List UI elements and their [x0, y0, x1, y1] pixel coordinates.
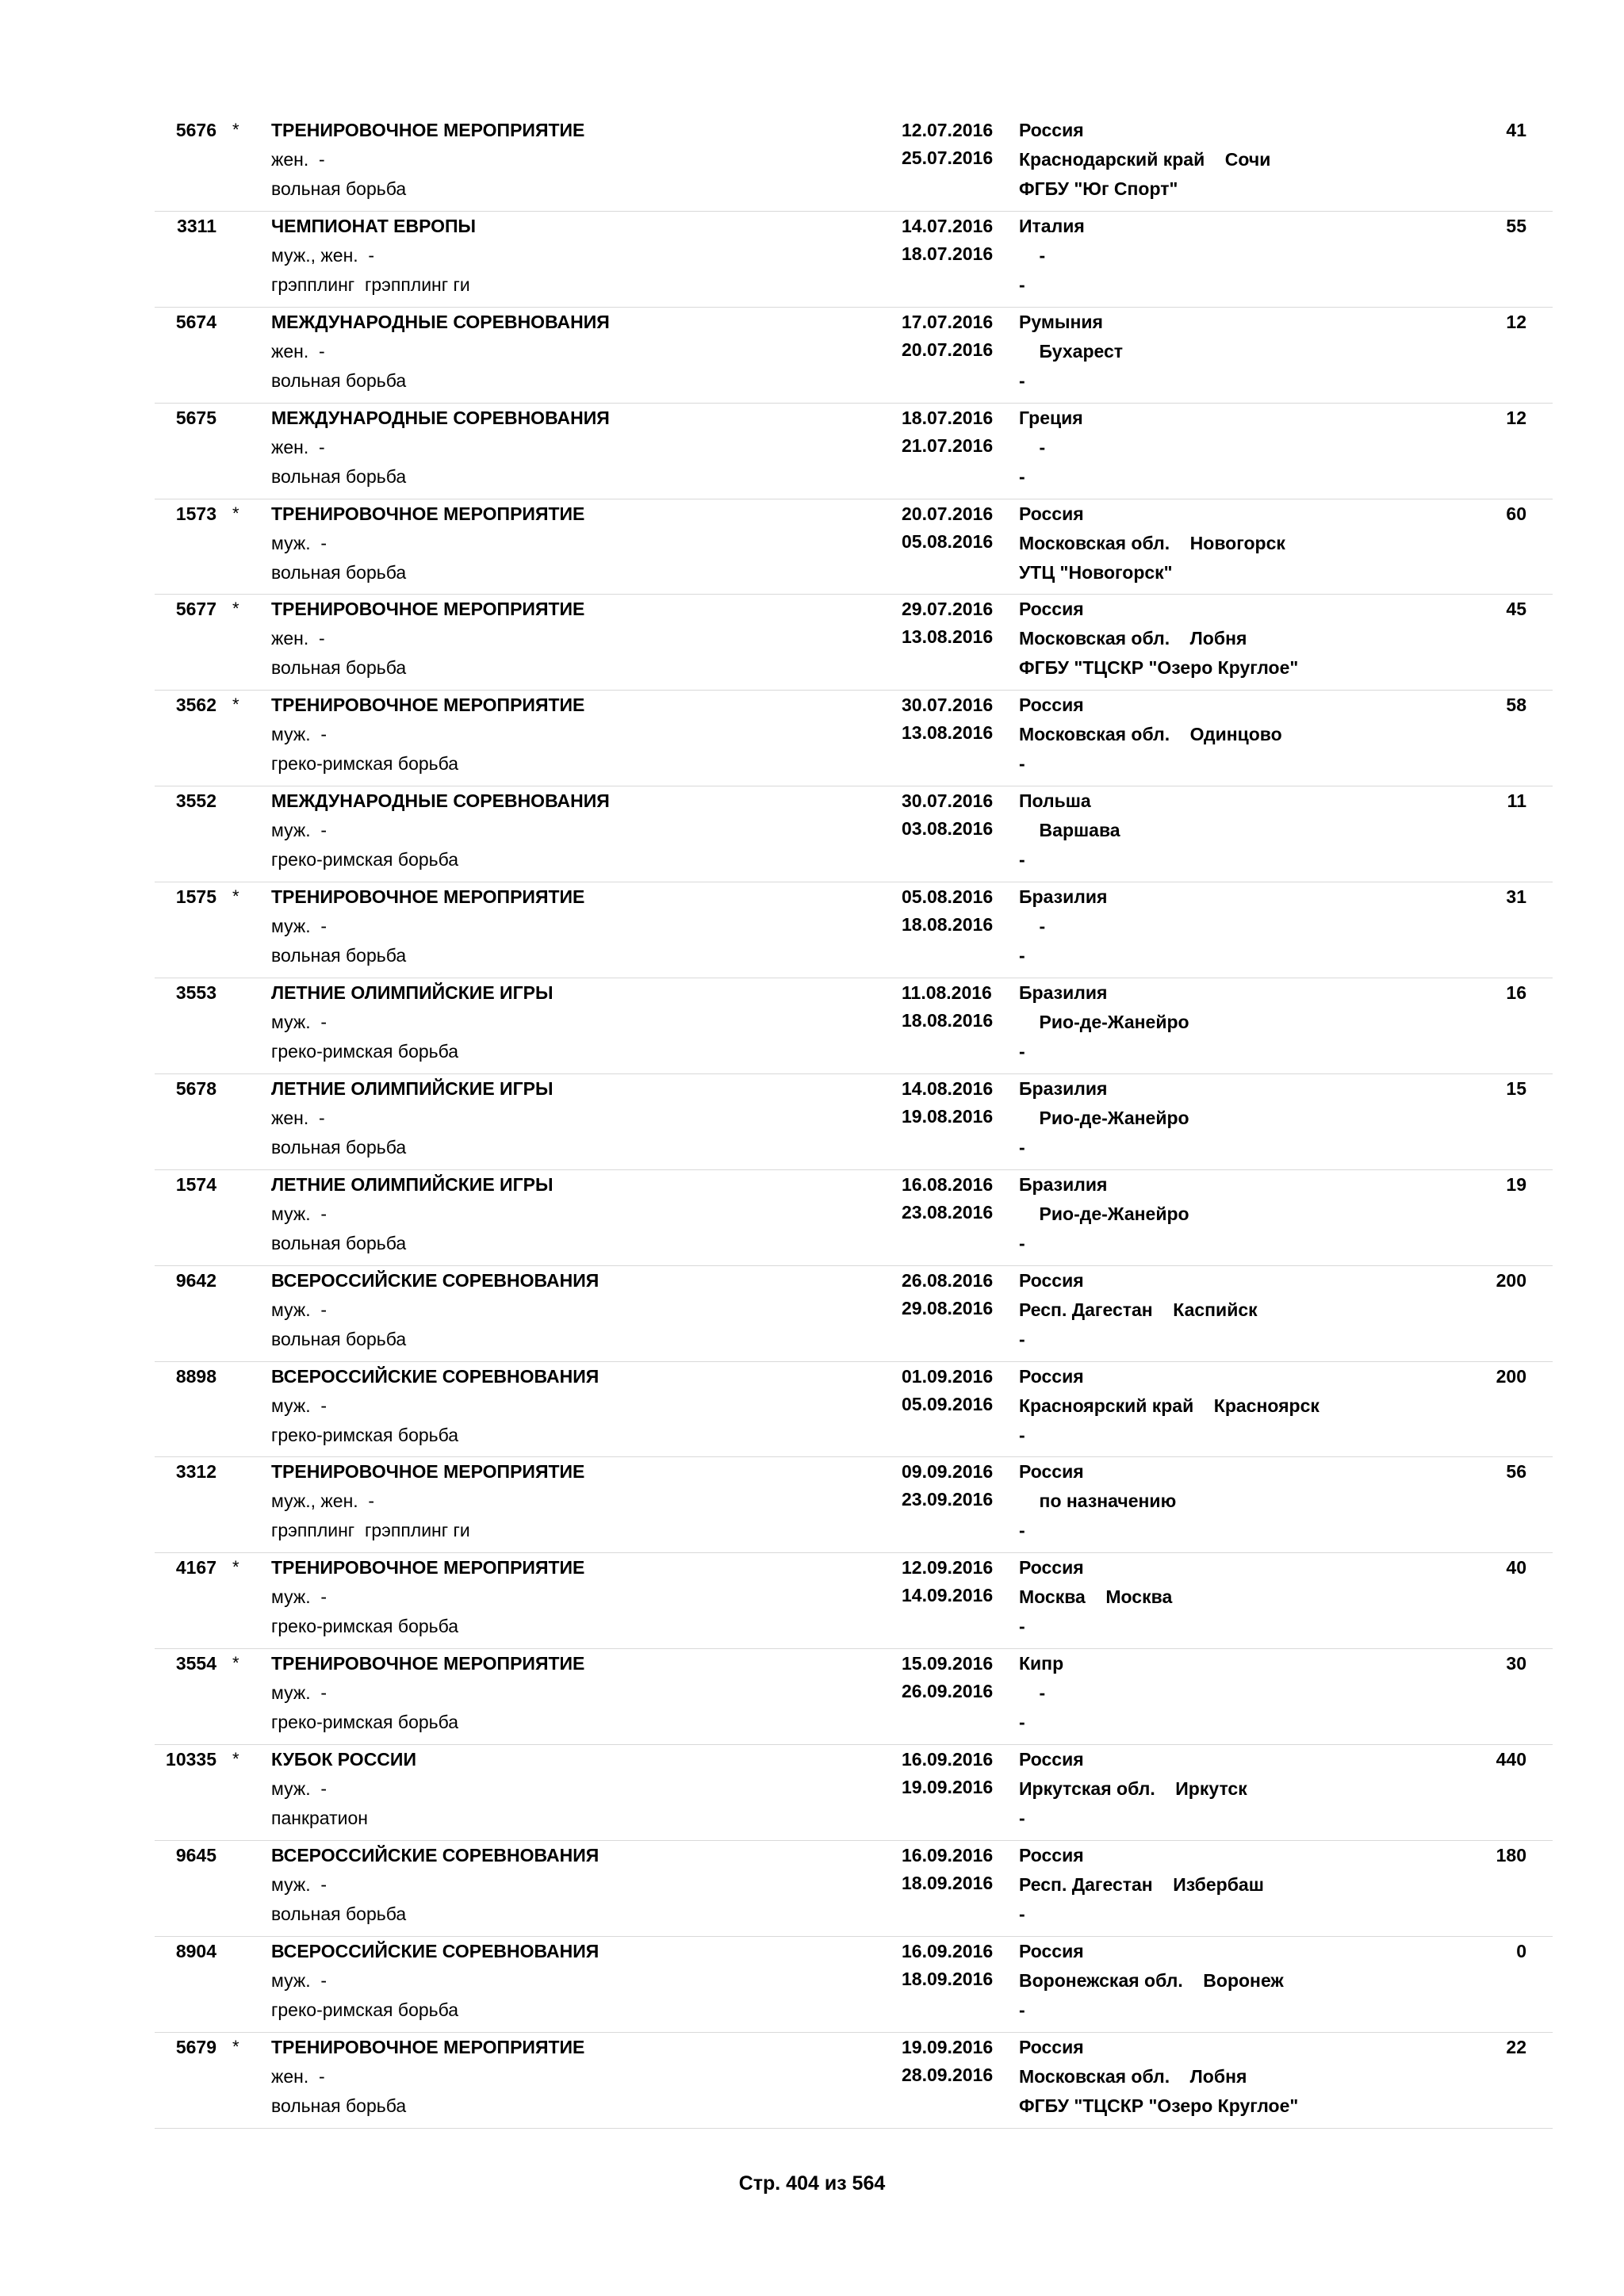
sport-discipline: греко-римская борьба — [271, 1424, 459, 1445]
event-number: 3562 — [175, 695, 216, 716]
location-country: Италия — [1019, 215, 1085, 236]
event-title: ВСЕРОССИЙСКИЕ СОРЕВНОВАНИЯ — [271, 1940, 599, 1961]
location-region-city: Московская обл. Одинцово — [1019, 724, 1282, 745]
event-number: 9642 — [175, 1269, 216, 1291]
sport-discipline: вольная борьба — [271, 1136, 407, 1158]
sport-discipline: вольная борьба — [271, 945, 407, 966]
location-venue: - — [1019, 753, 1025, 775]
mark-asterisk: * — [232, 2036, 239, 2057]
start-date: 09.09.2016 — [902, 1461, 994, 1483]
participant-count: 19 — [1506, 1173, 1526, 1195]
start-date: 29.07.2016 — [902, 599, 994, 620]
gender-category: жен. - — [271, 2065, 325, 2087]
event-number: 1573 — [175, 503, 216, 524]
mark-asterisk: * — [232, 599, 239, 619]
participant-count: 0 — [1516, 1940, 1526, 1961]
sport-discipline: вольная борьба — [271, 2095, 407, 2116]
event-number: 3312 — [175, 1461, 216, 1483]
location-region-city: Воронежская обл. Воронеж — [1019, 1969, 1284, 1991]
sport-discipline: грэпплинг грэпплинг ги — [271, 274, 470, 295]
event-title: ТРЕНИРОВОЧНОЕ МЕРОПРИЯТИЕ — [271, 1461, 585, 1483]
location-country: Румыния — [1019, 311, 1103, 332]
location-country: Россия — [1019, 1749, 1084, 1770]
event-number: 3311 — [177, 215, 216, 236]
end-date: 26.09.2016 — [902, 1681, 994, 1702]
participant-count: 22 — [1506, 2036, 1526, 2057]
end-date: 18.08.2016 — [902, 1010, 994, 1031]
location-region-city: - — [1019, 436, 1046, 457]
event-title: ТРЕНИРОВОЧНОЕ МЕРОПРИЯТИЕ — [271, 2036, 585, 2057]
page-footer: Стр. 404 из 564 — [738, 2172, 886, 2195]
table-row — [155, 212, 1553, 308]
location-region-city: Рио-де-Жанейро — [1019, 1107, 1189, 1128]
location-country: Россия — [1019, 599, 1084, 620]
location-region-city: Рио-де-Жанейро — [1019, 1203, 1189, 1224]
end-date: 21.07.2016 — [902, 434, 994, 456]
sport-discipline: вольная борьба — [271, 1232, 407, 1253]
gender-category: жен. - — [271, 628, 325, 649]
mark-asterisk: * — [232, 120, 239, 140]
end-date: 28.09.2016 — [902, 2064, 994, 2085]
location-country: Бразилия — [1019, 982, 1108, 1004]
end-date: 18.07.2016 — [902, 243, 994, 264]
event-number: 10335 — [166, 1749, 216, 1770]
event-title: ВСЕРОССИЙСКИЕ СОРЕВНОВАНИЯ — [271, 1365, 599, 1387]
event-title: ТРЕНИРОВОЧНОЕ МЕРОПРИЯТИЕ — [271, 120, 585, 140]
location-region-city: по назначению — [1019, 1490, 1177, 1512]
event-number: 5678 — [175, 1077, 216, 1099]
location-venue: УТЦ "Новогорск" — [1019, 561, 1173, 583]
location-venue: ФГБУ "ТЦСКР "Озеро Круглое" — [1019, 2095, 1299, 2116]
gender-category: муж. - — [271, 1682, 327, 1704]
table-row — [155, 1266, 1553, 1362]
participant-count: 12 — [1506, 407, 1526, 428]
table-row — [155, 1745, 1553, 1841]
location-region-city: Рио-де-Жанейро — [1019, 1012, 1189, 1033]
gender-category: муж. - — [271, 916, 327, 937]
table-row — [155, 404, 1553, 499]
participant-count: 31 — [1506, 886, 1526, 908]
sport-discipline: вольная борьба — [271, 561, 407, 583]
location-country: Кипр — [1019, 1653, 1064, 1674]
location-venue: - — [1019, 849, 1025, 871]
table-row — [155, 978, 1553, 1074]
event-title: ЧЕМПИОНАТ ЕВРОПЫ — [271, 215, 477, 236]
event-title: ЛЕТНИЕ ОЛИМПИЙСКИЕ ИГРЫ — [271, 1077, 553, 1099]
table-row — [155, 1937, 1553, 2033]
location-venue: - — [1019, 369, 1025, 391]
location-region-city: Москва Москва — [1019, 1586, 1173, 1608]
participant-count: 55 — [1506, 215, 1526, 236]
sport-discipline: греко-римская борьба — [271, 1712, 459, 1733]
table-row — [155, 1841, 1553, 1937]
end-date: 23.09.2016 — [902, 1489, 994, 1510]
gender-category: муж. - — [271, 724, 327, 745]
sport-discipline: панкратион — [271, 1808, 368, 1829]
gender-category: муж. - — [271, 1874, 327, 1896]
table-row — [155, 1553, 1553, 1649]
event-title: ТРЕНИРОВОЧНОЕ МЕРОПРИЯТИЕ — [271, 886, 585, 908]
start-date: 26.08.2016 — [902, 1269, 994, 1291]
location-country: Бразилия — [1019, 1077, 1108, 1099]
event-title: КУБОК РОССИИ — [271, 1749, 416, 1770]
location-country: Россия — [1019, 1940, 1084, 1961]
event-number: 5677 — [175, 599, 216, 620]
table-row — [155, 1649, 1553, 1745]
end-date: 23.08.2016 — [902, 1201, 994, 1223]
sport-discipline: греко-римская борьба — [271, 1041, 459, 1062]
location-venue: - — [1019, 1136, 1025, 1158]
participant-count: 40 — [1506, 1557, 1526, 1578]
events-table — [0, 116, 1624, 2129]
start-date: 30.07.2016 — [902, 695, 994, 716]
end-date: 05.09.2016 — [902, 1393, 994, 1414]
participant-count: 56 — [1506, 1461, 1526, 1483]
location-venue: - — [1019, 1808, 1025, 1829]
participant-count: 30 — [1506, 1653, 1526, 1674]
start-date: 17.07.2016 — [902, 311, 994, 332]
start-date: 16.09.2016 — [902, 1845, 994, 1866]
table-row — [155, 1457, 1553, 1553]
participant-count: 60 — [1506, 503, 1526, 524]
location-region-city: Варшава — [1019, 820, 1120, 841]
location-venue: ФГБУ "Юг Спорт" — [1019, 178, 1178, 199]
end-date: 19.08.2016 — [902, 1105, 994, 1127]
end-date: 18.08.2016 — [902, 914, 994, 936]
location-venue: - — [1019, 1328, 1025, 1349]
participant-count: 11 — [1507, 790, 1526, 812]
start-date: 20.07.2016 — [902, 503, 994, 524]
location-region-city: Московская обл. Лобня — [1019, 2065, 1247, 2087]
location-region-city: Иркутская обл. Иркутск — [1019, 1778, 1247, 1800]
gender-category: муж. - — [271, 1299, 327, 1320]
event-title: ВСЕРОССИЙСКИЕ СОРЕВНОВАНИЯ — [271, 1845, 599, 1866]
end-date: 25.07.2016 — [902, 147, 994, 168]
end-date: 13.08.2016 — [902, 722, 994, 744]
event-title: МЕЖДУНАРОДНЫЕ СОРЕВНОВАНИЯ — [271, 407, 610, 428]
location-country: Бразилия — [1019, 886, 1108, 908]
sport-discipline: вольная борьба — [271, 369, 407, 391]
participant-count: 200 — [1496, 1269, 1526, 1291]
location-region-city: Респ. Дагестан Каспийск — [1019, 1299, 1258, 1320]
mark-asterisk: * — [232, 1749, 239, 1770]
table-row — [155, 2033, 1553, 2129]
participant-count: 16 — [1506, 982, 1526, 1004]
gender-category: муж. - — [271, 1969, 327, 1991]
event-number: 8898 — [175, 1365, 216, 1387]
event-title: ТРЕНИРОВОЧНОЕ МЕРОПРИЯТИЕ — [271, 695, 585, 716]
start-date: 16.09.2016 — [902, 1940, 994, 1961]
end-date: 05.08.2016 — [902, 530, 994, 552]
gender-category: муж. - — [271, 1586, 327, 1608]
event-title: ВСЕРОССИЙСКИЕ СОРЕВНОВАНИЯ — [271, 1269, 599, 1291]
event-title: МЕЖДУНАРОДНЫЕ СОРЕВНОВАНИЯ — [271, 311, 610, 332]
event-title: МЕЖДУНАРОДНЫЕ СОРЕВНОВАНИЯ — [271, 790, 610, 812]
gender-category: жен. - — [271, 436, 325, 457]
gender-category: муж. - — [271, 820, 327, 841]
location-region-city: - — [1019, 916, 1046, 937]
sport-discipline: вольная борьба — [271, 1328, 407, 1349]
event-number: 4167 — [175, 1557, 216, 1578]
location-venue: - — [1019, 1520, 1025, 1541]
gender-category: муж. - — [271, 1203, 327, 1224]
start-date: 12.07.2016 — [902, 120, 994, 140]
mark-asterisk: * — [232, 1557, 239, 1578]
start-date: 16.08.2016 — [902, 1173, 994, 1195]
location-venue: - — [1019, 465, 1025, 487]
participant-count: 45 — [1506, 599, 1526, 620]
participant-count: 15 — [1506, 1077, 1526, 1099]
event-title: ТРЕНИРОВОЧНОЕ МЕРОПРИЯТИЕ — [271, 599, 585, 620]
gender-category: муж. - — [271, 532, 327, 553]
gender-category: муж., жен. - — [271, 244, 375, 266]
event-title: ТРЕНИРОВОЧНОЕ МЕРОПРИЯТИЕ — [271, 1653, 585, 1674]
start-date: 30.07.2016 — [902, 790, 994, 812]
table-row — [155, 691, 1553, 786]
location-venue: - — [1019, 1424, 1025, 1445]
event-number: 3554 — [175, 1653, 216, 1674]
location-region-city: Московская обл. Лобня — [1019, 628, 1247, 649]
event-title: ЛЕТНИЕ ОЛИМПИЙСКИЕ ИГРЫ — [271, 982, 553, 1004]
gender-category: муж. - — [271, 1012, 327, 1033]
start-date: 01.09.2016 — [902, 1365, 994, 1387]
start-date: 14.07.2016 — [902, 215, 994, 236]
event-number: 3552 — [175, 790, 216, 812]
event-title: ТРЕНИРОВОЧНОЕ МЕРОПРИЯТИЕ — [271, 503, 585, 524]
participant-count: 180 — [1496, 1845, 1526, 1866]
location-region-city: Краснодарский край Сочи — [1019, 149, 1271, 170]
location-country: Россия — [1019, 695, 1084, 716]
gender-category: жен. - — [271, 149, 325, 170]
location-venue: - — [1019, 1999, 1025, 2020]
gender-category: муж., жен. - — [271, 1490, 375, 1512]
location-venue: - — [1019, 1232, 1025, 1253]
location-venue: ФГБУ "ТЦСКР "Озеро Круглое" — [1019, 657, 1299, 679]
gender-category: жен. - — [271, 340, 325, 362]
end-date: 20.07.2016 — [902, 339, 994, 360]
location-region-city: Респ. Дагестан Избербаш — [1019, 1874, 1264, 1896]
participant-count: 440 — [1496, 1749, 1526, 1770]
event-number: 3553 — [175, 982, 216, 1004]
location-country: Россия — [1019, 2036, 1084, 2057]
gender-category: муж. - — [271, 1778, 327, 1800]
end-date: 14.09.2016 — [902, 1585, 994, 1606]
sport-discipline: греко-римская борьба — [271, 753, 459, 775]
table-row — [155, 1362, 1553, 1458]
event-number: 1575 — [175, 886, 216, 908]
location-country: Россия — [1019, 1461, 1084, 1483]
mark-asterisk: * — [232, 886, 239, 907]
mark-asterisk: * — [232, 695, 239, 715]
event-title: ТРЕНИРОВОЧНОЕ МЕРОПРИЯТИЕ — [271, 1557, 585, 1578]
gender-category: муж. - — [271, 1395, 327, 1416]
table-row — [155, 1170, 1553, 1266]
sport-discipline: грэпплинг грэпплинг ги — [271, 1520, 470, 1541]
participant-count: 200 — [1496, 1365, 1526, 1387]
start-date: 12.09.2016 — [902, 1557, 994, 1578]
sport-discipline: вольная борьба — [271, 1904, 407, 1925]
event-number: 1574 — [175, 1173, 216, 1195]
start-date: 05.08.2016 — [902, 886, 994, 908]
end-date: 29.08.2016 — [902, 1297, 994, 1318]
start-date: 18.07.2016 — [902, 407, 994, 428]
location-venue: - — [1019, 1712, 1025, 1733]
location-country: Греция — [1019, 407, 1083, 428]
event-number: 5679 — [175, 2036, 216, 2057]
location-country: Бразилия — [1019, 1173, 1108, 1195]
location-region-city: Бухарест — [1019, 340, 1124, 362]
table-row — [155, 308, 1553, 404]
location-region-city: - — [1019, 1682, 1046, 1704]
participant-count: 41 — [1506, 120, 1526, 140]
location-venue: - — [1019, 1041, 1025, 1062]
sport-discipline: греко-римская борьба — [271, 1999, 459, 2020]
sport-discipline: вольная борьба — [271, 178, 407, 199]
sport-discipline: вольная борьба — [271, 465, 407, 487]
location-country: Россия — [1019, 120, 1084, 140]
location-venue: - — [1019, 274, 1025, 295]
start-date: 11.08.2016 — [902, 982, 992, 1004]
event-number: 5675 — [175, 407, 216, 428]
sport-discipline: греко-римская борьба — [271, 849, 459, 871]
event-title: ЛЕТНИЕ ОЛИМПИЙСКИЕ ИГРЫ — [271, 1173, 553, 1195]
start-date: 14.08.2016 — [902, 1077, 994, 1099]
mark-asterisk: * — [232, 1653, 239, 1674]
location-region-city: Красноярский край Красноярск — [1019, 1395, 1320, 1416]
location-country: Польша — [1019, 790, 1091, 812]
location-venue: - — [1019, 945, 1025, 966]
participant-count: 12 — [1506, 311, 1526, 332]
end-date: 18.09.2016 — [902, 1873, 994, 1894]
location-country: Россия — [1019, 1845, 1084, 1866]
table-row — [155, 1074, 1553, 1170]
start-date: 15.09.2016 — [902, 1653, 994, 1674]
location-venue: - — [1019, 1616, 1025, 1637]
location-country: Россия — [1019, 1365, 1084, 1387]
location-region-city: - — [1019, 244, 1046, 266]
event-number: 8904 — [175, 1940, 216, 1961]
end-date: 03.08.2016 — [902, 818, 994, 840]
sport-discipline: греко-римская борьба — [271, 1616, 459, 1637]
location-country: Россия — [1019, 1269, 1084, 1291]
table-row — [155, 499, 1553, 595]
start-date: 16.09.2016 — [902, 1749, 994, 1770]
location-venue: - — [1019, 1904, 1025, 1925]
table-row — [155, 595, 1553, 691]
location-country: Россия — [1019, 503, 1084, 524]
event-number: 5674 — [175, 311, 216, 332]
location-region-city: Московская обл. Новогорск — [1019, 532, 1285, 553]
participant-count: 58 — [1506, 695, 1526, 716]
table-row — [155, 116, 1553, 212]
end-date: 18.09.2016 — [902, 1968, 994, 1989]
event-number: 9645 — [175, 1845, 216, 1866]
gender-category: жен. - — [271, 1107, 325, 1128]
sport-discipline: вольная борьба — [271, 657, 407, 679]
start-date: 19.09.2016 — [902, 2036, 994, 2057]
end-date: 19.09.2016 — [902, 1777, 994, 1798]
event-number: 5676 — [175, 120, 216, 140]
mark-asterisk: * — [232, 503, 239, 523]
table-row — [155, 786, 1553, 882]
location-country: Россия — [1019, 1557, 1084, 1578]
table-row — [155, 882, 1553, 978]
end-date: 13.08.2016 — [902, 626, 994, 648]
